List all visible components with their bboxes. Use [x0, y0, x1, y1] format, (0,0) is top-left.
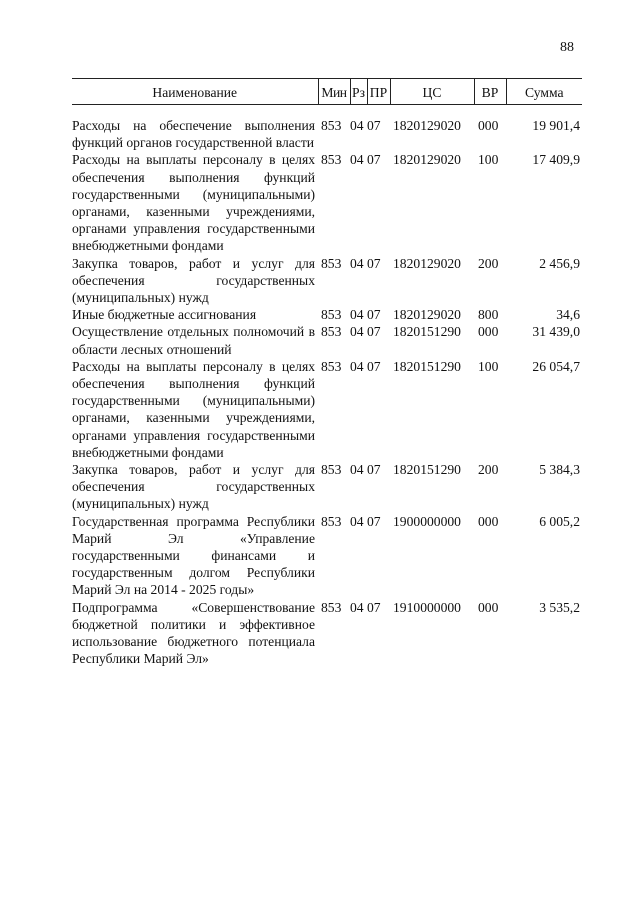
row-ministry: 853: [321, 358, 342, 374]
row-section: 04: [350, 358, 364, 374]
header-expense-type: ВР: [474, 79, 506, 105]
row-section: 04: [350, 513, 364, 529]
row-section: 04: [350, 324, 364, 340]
row-subsection: 07: [367, 513, 381, 529]
row-ministry: 853: [321, 152, 342, 168]
row-ministry: 853: [321, 462, 342, 478]
row-name: Осуществление отдельных полномочий в области лесных отношений: [72, 324, 315, 357]
row-section: 04: [350, 307, 364, 323]
row-amount: 34,6: [556, 307, 580, 323]
table-header: [72, 79, 582, 105]
row-section: 04: [350, 255, 364, 271]
row-section: 04: [350, 152, 364, 168]
header-subsection: ПР: [367, 79, 390, 105]
header-target-article: ЦС: [390, 79, 474, 105]
row-name: Закупка товаров, работ и услуг для обеспечения государственных (муниципальных) нужд: [72, 255, 315, 306]
row-subsection: 07: [367, 307, 381, 323]
row-target-article: 1820151290: [393, 462, 461, 478]
table-body: [72, 105, 582, 668]
row-name: Государственная программа Республики Марий Эл «Управление государственными финансами и государственным долгом Республики Марий Эл на 2014 - 2025 годы»: [72, 513, 315, 598]
row-name: Расходы на выплаты персоналу в целях обеспечения выполнения функций государственными (муниципальными) органами, казенными учреждениями, органами управления государственными внебюджетными фондами: [72, 358, 315, 460]
row-ministry: 853: [321, 324, 342, 340]
row-target-article: 1820129020: [393, 118, 461, 133]
row-ministry: 853: [321, 513, 342, 529]
row-expense-type: 100: [478, 358, 499, 374]
row-expense-type: 100: [478, 152, 499, 168]
row-subsection: 07: [367, 152, 381, 168]
header-section: Рз: [350, 79, 367, 105]
budget-table: [72, 78, 582, 668]
row-amount: 3 535,2: [539, 599, 580, 615]
row-target-article: 1900000000: [393, 513, 461, 529]
header-name: Наименование: [72, 79, 318, 105]
row-target-article: 1820151290: [393, 358, 461, 374]
header-ministry: Мин: [318, 79, 350, 105]
row-amount: 17 409,9: [532, 152, 580, 168]
row-amount: 19 901,4: [532, 118, 580, 133]
row-section: 04: [350, 462, 364, 478]
table-row: [72, 255, 582, 307]
row-expense-type: 000: [478, 513, 499, 529]
table-row: [72, 323, 582, 357]
row-amount: 31 439,0: [532, 324, 580, 340]
table-row: [72, 117, 582, 151]
row-expense-type: 000: [478, 324, 499, 340]
row-subsection: 07: [367, 324, 381, 340]
row-expense-type: 800: [478, 307, 499, 323]
row-subsection: 07: [367, 358, 381, 374]
table-row: [72, 513, 582, 599]
row-target-article: 1820151290: [393, 324, 461, 340]
row-name: Иные бюджетные ассигнования: [72, 307, 257, 323]
row-target-article: 1820129020: [393, 255, 461, 271]
row-amount: 5 384,3: [539, 462, 580, 478]
row-ministry: 853: [321, 255, 342, 271]
row-target-article: 1820129020: [393, 152, 461, 168]
row-amount: 2 456,9: [539, 255, 580, 271]
table-row: [72, 358, 582, 461]
table-row: [72, 599, 582, 668]
row-subsection: 07: [367, 462, 381, 478]
row-ministry: 853: [321, 118, 342, 133]
row-expense-type: 200: [478, 462, 499, 478]
row-name: Расходы на выплаты персоналу в целях обеспечения выполнения функций государственными (муниципальными) органами, казенными учреждениями, органами управления государственными внебюджетными фондами: [72, 152, 315, 254]
row-section: 04: [350, 118, 364, 133]
row-subsection: 07: [367, 255, 381, 271]
row-subsection: 07: [367, 118, 381, 133]
row-target-article: 1820129020: [393, 307, 461, 323]
header-amount: Сумма: [506, 79, 582, 105]
row-expense-type: 200: [478, 255, 499, 271]
row-name: Закупка товаров, работ и услуг для обеспечения государственных (муниципальных) нужд: [72, 462, 315, 512]
row-subsection: 07: [367, 599, 381, 615]
row-target-article: 1910000000: [393, 599, 461, 615]
row-ministry: 853: [321, 307, 342, 323]
table-row: [72, 461, 582, 513]
table-row: [72, 151, 582, 254]
row-amount: 26 054,7: [532, 358, 580, 374]
page-number: 88: [560, 40, 574, 55]
row-amount: 6 005,2: [539, 513, 580, 529]
row-name: Подпрограмма «Совершенствование бюджетной политики и эффективное использование бюджетного потенциала Республики Марий Эл»: [72, 599, 315, 667]
table-row: [72, 306, 582, 323]
row-ministry: 853: [321, 599, 342, 615]
row-expense-type: 000: [478, 118, 499, 133]
row-section: 04: [350, 599, 364, 615]
row-name: Расходы на обеспечение выполнения функций органов государственной власти: [72, 118, 315, 151]
row-expense-type: 000: [478, 599, 499, 615]
